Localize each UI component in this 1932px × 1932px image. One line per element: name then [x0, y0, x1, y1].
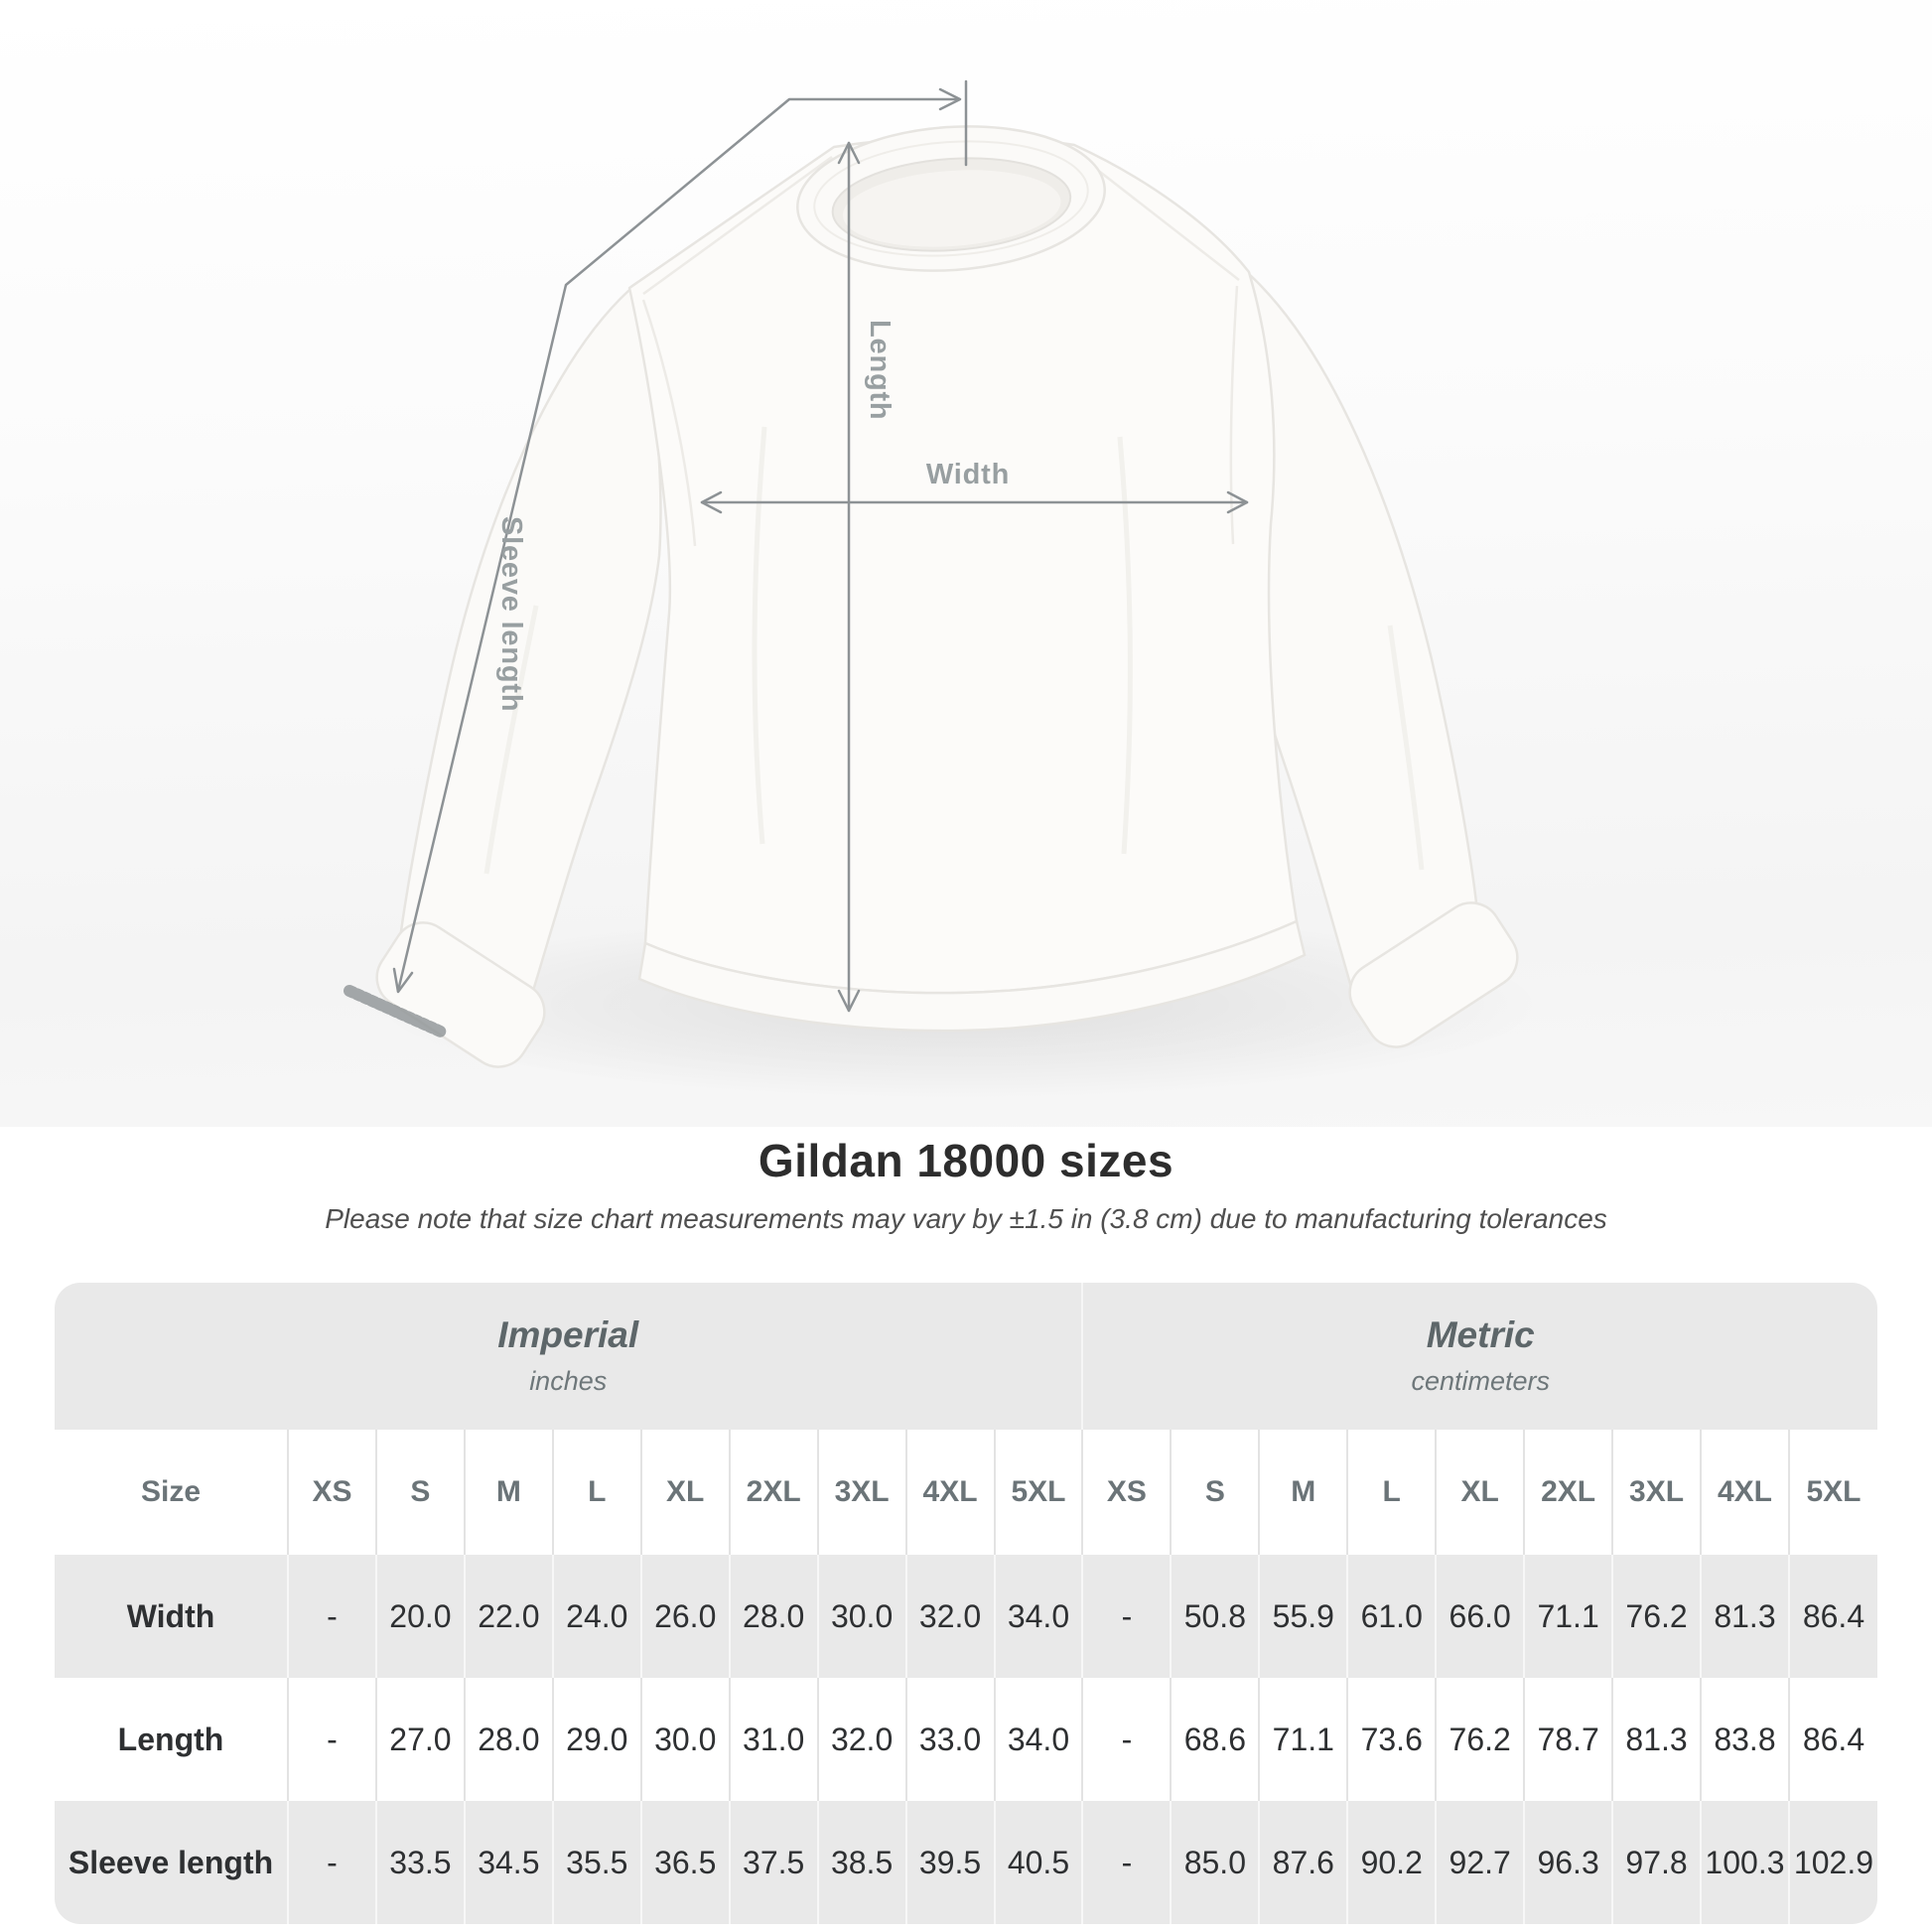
size-header-imperial: 4XL	[906, 1430, 995, 1555]
value-cell: 87.6	[1259, 1801, 1347, 1924]
size-header-imperial: XL	[641, 1430, 730, 1555]
row-label: Sleeve length	[55, 1801, 288, 1924]
imperial-group-unit: inches	[529, 1365, 608, 1396]
metric-group-label: Metric	[1426, 1314, 1535, 1356]
size-header-metric: L	[1347, 1430, 1436, 1555]
value-cell: 40.5	[995, 1801, 1083, 1924]
value-cell: 86.4	[1789, 1555, 1877, 1678]
size-header-imperial: L	[553, 1430, 641, 1555]
value-cell: 55.9	[1259, 1555, 1347, 1678]
value-cell: -	[1082, 1678, 1171, 1801]
value-cell: 102.9	[1789, 1801, 1877, 1924]
size-header-imperial: XS	[288, 1430, 376, 1555]
value-cell: 32.0	[906, 1555, 995, 1678]
size-header-metric: 5XL	[1789, 1430, 1877, 1555]
value-cell: 96.3	[1524, 1801, 1612, 1924]
value-cell: 27.0	[376, 1678, 465, 1801]
value-cell: 81.3	[1701, 1555, 1789, 1678]
value-cell: 85.0	[1171, 1801, 1259, 1924]
value-cell: 90.2	[1347, 1801, 1436, 1924]
value-cell: 28.0	[465, 1678, 553, 1801]
size-header-imperial: S	[376, 1430, 465, 1555]
page-title: Gildan 18000 sizes	[758, 1135, 1174, 1186]
metric-group-unit: centimeters	[1411, 1365, 1550, 1396]
value-cell: 36.5	[641, 1801, 730, 1924]
size-header-metric: S	[1171, 1430, 1259, 1555]
size-header-imperial: 5XL	[995, 1430, 1083, 1555]
value-cell: 86.4	[1789, 1678, 1877, 1801]
value-cell: 38.5	[818, 1801, 906, 1924]
value-cell: 22.0	[465, 1555, 553, 1678]
sleeve-length-row	[55, 1801, 1877, 1924]
left-sleeve	[400, 290, 661, 1033]
width-row	[55, 1555, 1877, 1678]
size-column-header: Size	[55, 1430, 288, 1555]
size-header-metric: 2XL	[1524, 1430, 1612, 1555]
unit-group-row	[55, 1283, 1877, 1430]
size-header-metric: 3XL	[1612, 1430, 1701, 1555]
value-cell: 97.8	[1612, 1801, 1701, 1924]
tolerance-note: Please note that size chart measurements may vary by ±1.5 in (3.8 cm) due to manufacturing tolerances	[325, 1203, 1607, 1234]
size-header-row	[55, 1430, 1877, 1555]
value-cell: 61.0	[1347, 1555, 1436, 1678]
value-cell: 20.0	[376, 1555, 465, 1678]
value-cell: -	[288, 1555, 376, 1678]
value-cell: 73.6	[1347, 1678, 1436, 1801]
value-cell: 50.8	[1171, 1555, 1259, 1678]
value-cell: 35.5	[553, 1801, 641, 1924]
width-dimension-label: Width	[925, 459, 1011, 490]
length-row	[55, 1678, 1877, 1801]
size-header-metric: XL	[1436, 1430, 1524, 1555]
value-cell: 76.2	[1612, 1555, 1701, 1678]
value-cell: 33.5	[376, 1801, 465, 1924]
size-header-metric: M	[1259, 1430, 1347, 1555]
value-cell: 34.5	[465, 1801, 553, 1924]
size-table	[55, 1283, 1877, 1924]
row-label: Length	[55, 1678, 288, 1801]
value-cell: 31.0	[730, 1678, 818, 1801]
value-cell: 37.5	[730, 1801, 818, 1924]
value-cell: -	[1082, 1801, 1171, 1924]
imperial-group-label: Imperial	[497, 1314, 639, 1356]
value-cell: 26.0	[641, 1555, 730, 1678]
value-cell: 29.0	[553, 1678, 641, 1801]
value-cell: 66.0	[1436, 1555, 1524, 1678]
value-cell: 83.8	[1701, 1678, 1789, 1801]
value-cell: 78.7	[1524, 1678, 1612, 1801]
imperial-group-header	[55, 1283, 1082, 1430]
value-cell: 71.1	[1259, 1678, 1347, 1801]
row-label: Width	[55, 1555, 288, 1678]
value-cell: 92.7	[1436, 1801, 1524, 1924]
sleeve-length-dimension-label: Sleeve length	[495, 516, 527, 713]
size-header-imperial: 3XL	[818, 1430, 906, 1555]
value-cell: 39.5	[906, 1801, 995, 1924]
size-header-metric: XS	[1082, 1430, 1171, 1555]
metric-group-header	[1082, 1283, 1877, 1430]
value-cell: 28.0	[730, 1555, 818, 1678]
value-cell: 100.3	[1701, 1801, 1789, 1924]
value-cell: 34.0	[995, 1678, 1083, 1801]
value-cell: -	[288, 1678, 376, 1801]
value-cell: 24.0	[553, 1555, 641, 1678]
value-cell: 30.0	[641, 1678, 730, 1801]
value-cell: 71.1	[1524, 1555, 1612, 1678]
value-cell: 81.3	[1612, 1678, 1701, 1801]
value-cell: 32.0	[818, 1678, 906, 1801]
value-cell: 30.0	[818, 1555, 906, 1678]
size-header-imperial: 2XL	[730, 1430, 818, 1555]
value-cell: -	[1082, 1555, 1171, 1678]
size-header-metric: 4XL	[1701, 1430, 1789, 1555]
value-cell: 76.2	[1436, 1678, 1524, 1801]
value-cell: -	[288, 1801, 376, 1924]
value-cell: 33.0	[906, 1678, 995, 1801]
value-cell: 34.0	[995, 1555, 1083, 1678]
value-cell: 68.6	[1171, 1678, 1259, 1801]
size-header-imperial: M	[465, 1430, 553, 1555]
length-dimension-label: Length	[864, 320, 896, 421]
